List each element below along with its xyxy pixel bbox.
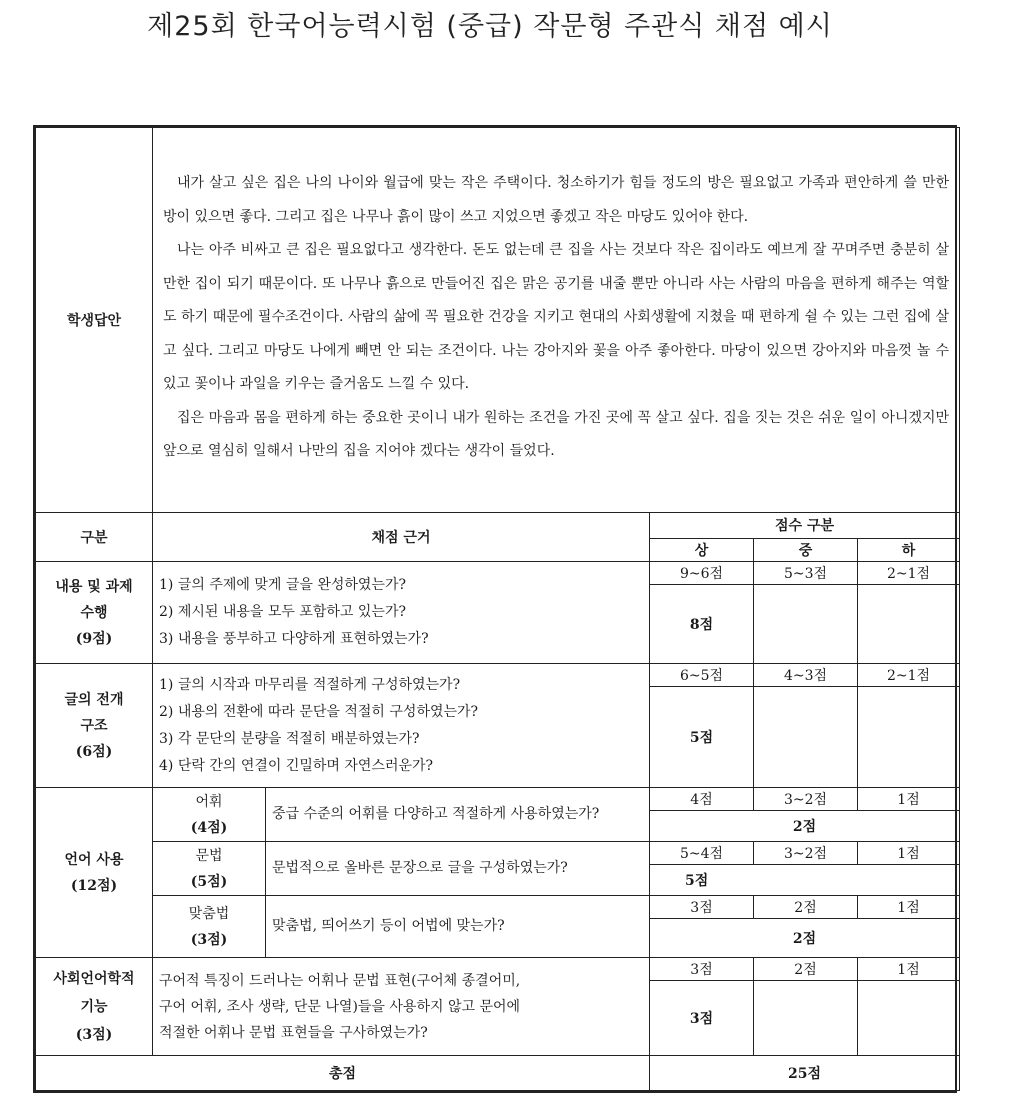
content-label-2: 수행 <box>80 604 108 621</box>
spelling-awarded: 2점 <box>650 919 960 958</box>
header-row <box>36 513 960 539</box>
structure-criteria <box>153 664 650 788</box>
criteria-item: 2) 내용의 전환에 따라 문단을 적절히 구성하였는가? <box>159 703 479 720</box>
spelling-points: (3점) <box>190 931 228 948</box>
vocab-low-range: 1점 <box>858 788 960 811</box>
criteria-item: 3) 각 문단의 분량을 적절히 배분하였는가? <box>159 730 420 747</box>
vocab-criteria: 중급 수준의 어휘를 다양하고 적절하게 사용하였는가? <box>266 788 650 842</box>
header-category: 구분 <box>36 513 153 562</box>
criteria-item: 3) 내용을 풍부하고 다양하게 표현하였는가? <box>159 631 429 647</box>
vocab-mid-range: 3~2점 <box>754 788 858 811</box>
grammar-row <box>36 842 960 865</box>
socio-mid-range: 2점 <box>754 958 858 981</box>
criteria-item: 1) 글의 시작과 마무리를 적절하게 구성하였는가? <box>159 676 461 693</box>
content-awarded: 8점 <box>650 585 754 664</box>
student-answer-label: 학생답안 <box>36 128 153 513</box>
criteria-item: 1) 글의 주제에 맞게 글을 완성하였는가? <box>159 577 406 593</box>
grammar-low-range: 1점 <box>858 842 960 865</box>
socio-label-1: 사회언어학적 <box>53 970 135 987</box>
criteria-item: 4) 단락 간의 연결이 긴밀하며 자연스러운가? <box>159 757 434 774</box>
header-mid: 중 <box>754 538 858 561</box>
header-low: 하 <box>858 538 960 561</box>
socio-mid-empty <box>754 981 858 1056</box>
language-category <box>36 788 153 958</box>
vocab-points: (4점) <box>190 819 228 836</box>
answer-paragraph: 나는 아주 비싸고 큰 집은 필요없다고 생각한다. 돈도 없는데 큰 집을 사는 것보다 작은 집이라도 예브게 잘 꾸며주면 충분히 살 만한 집이 되기 때문이다. 또 나무나 흙으로 만들어진 집은 맑은 공기를 내줄 뿐만 아니라 사는 사람의 마음을 편하게 해주는 역할도 하기 때문에 필수조건이다. 사람의 삶에 꼭 필요한 건강을 지키고 현대의 사회생활에 지쳤을 때 편하게 쉴 수 있는 그런 집에 살고 싶다. 그리고 마당도 나에게 빼면 안 되는 조건이다. 나는 강아지와 꽃을 아주 좋아한다. 마당이 있으면 강아지와 마음껏 놀 수 있고 꽃이나 과일을 키우는 즐거움도 느낄 수 있다. <box>163 242 950 393</box>
structure-low-empty <box>858 687 960 788</box>
structure-low-range: 2~1점 <box>858 664 960 687</box>
structure-category <box>36 664 153 788</box>
content-low-empty <box>858 585 960 664</box>
spelling-mid-range: 2점 <box>754 896 858 919</box>
content-low-range: 2~1점 <box>858 562 960 585</box>
socio-high-range: 3점 <box>650 958 754 981</box>
content-category <box>36 562 153 664</box>
socio-points: (3점) <box>75 1026 113 1043</box>
vocab-label-cell <box>153 788 266 842</box>
total-label: 총점 <box>36 1056 650 1091</box>
total-row <box>36 1056 960 1091</box>
answer-paragraph: 집은 마음과 몸을 편하게 하는 중요한 곳이니 내가 원하는 조건을 가진 곳에 꼭 살고 싶다. 집을 짓는 것은 쉬운 일이 아니겠지만 앞으로 열심히 일해서 나만의 집을 지어야 겠다는 생각이 들었다. <box>163 409 950 460</box>
content-row <box>36 562 960 585</box>
content-points: (9점) <box>75 630 113 647</box>
socio-awarded: 3점 <box>650 981 754 1056</box>
socio-low-range: 1점 <box>858 958 960 981</box>
grammar-awarded: 5점 <box>650 865 960 896</box>
vocab-high-range: 4점 <box>650 788 754 811</box>
header-high: 상 <box>650 538 754 561</box>
vocab-awarded: 2점 <box>650 811 960 842</box>
socio-criteria-line: 구어적 특징이 드러나는 어휘나 문법 표현(구어체 종결어미, <box>159 972 521 989</box>
student-answer-text <box>153 128 960 513</box>
answer-paragraph: 내가 살고 싶은 집은 나의 나이와 월급에 맞는 작은 주택이다. 청소하기가 힘들 정도의 방은 필요없고 가족과 편안하게 쓸 만한 방이 있으면 좋다. 그리고 집은 나무나 흙이 많이 쓰고 지었으면 좋겠고 작은 마당도 있어야 한다. <box>163 175 950 225</box>
grammar-criteria: 문법적으로 올바른 문장으로 글을 구성하였는가? <box>266 842 650 896</box>
socio-row <box>36 958 960 981</box>
socio-criteria-line: 적절한 어휘나 문법 표현들을 구사하였는가? <box>159 1024 428 1041</box>
structure-mid-range: 4~3점 <box>754 664 858 687</box>
grammar-label-cell <box>153 842 266 896</box>
grading-sheet <box>33 125 957 1093</box>
structure-label-2: 구조 <box>80 717 108 734</box>
structure-mid-empty <box>754 687 858 788</box>
content-mid-empty <box>754 585 858 664</box>
spelling-low-range: 1점 <box>858 896 960 919</box>
language-label: 언어 사용 <box>64 851 124 868</box>
structure-row <box>36 664 960 687</box>
header-score-group: 점수 구분 <box>650 513 960 539</box>
content-mid-range: 5~3점 <box>754 562 858 585</box>
spelling-label-cell <box>153 896 266 958</box>
content-criteria <box>153 562 650 664</box>
spelling-criteria: 맞춤법, 띄어쓰기 등이 어법에 맞는가? <box>266 896 650 958</box>
vocab-label: 어휘 <box>195 793 223 810</box>
content-label-1: 내용 및 과제 <box>55 578 133 595</box>
document-title: 제25회 한국어능력시험 (중급) 작문형 주관식 채점 예시 <box>147 11 833 42</box>
header-criteria: 채점 근거 <box>153 513 650 562</box>
criteria-item: 2) 제시된 내용을 모두 포함하고 있는가? <box>159 604 406 620</box>
structure-label-1: 글의 전개 <box>64 691 124 708</box>
total-value: 25점 <box>650 1056 960 1091</box>
grammar-label: 문법 <box>195 847 223 864</box>
vocab-row <box>36 788 960 811</box>
structure-high-range: 6~5점 <box>650 664 754 687</box>
socio-low-empty <box>858 981 960 1056</box>
spelling-label: 맞춤법 <box>188 905 230 922</box>
grammar-mid-range: 3~2점 <box>754 842 858 865</box>
grading-table <box>35 127 960 1091</box>
grammar-points: (5점) <box>190 873 228 890</box>
content-high-range: 9~6점 <box>650 562 754 585</box>
socio-label-2: 기능 <box>80 998 108 1015</box>
socio-category <box>36 958 153 1056</box>
grammar-high-range: 5~4점 <box>650 842 754 865</box>
student-answer-row <box>36 128 960 513</box>
structure-awarded: 5점 <box>650 687 754 788</box>
spelling-row <box>36 896 960 919</box>
spelling-high-range: 3점 <box>650 896 754 919</box>
socio-criteria <box>153 958 650 1056</box>
structure-points: (6점) <box>75 743 113 760</box>
socio-criteria-line: 구어 어휘, 조사 생략, 단문 나열)들을 사용하지 않고 문어에 <box>159 998 521 1015</box>
language-points: (12점) <box>70 877 118 894</box>
